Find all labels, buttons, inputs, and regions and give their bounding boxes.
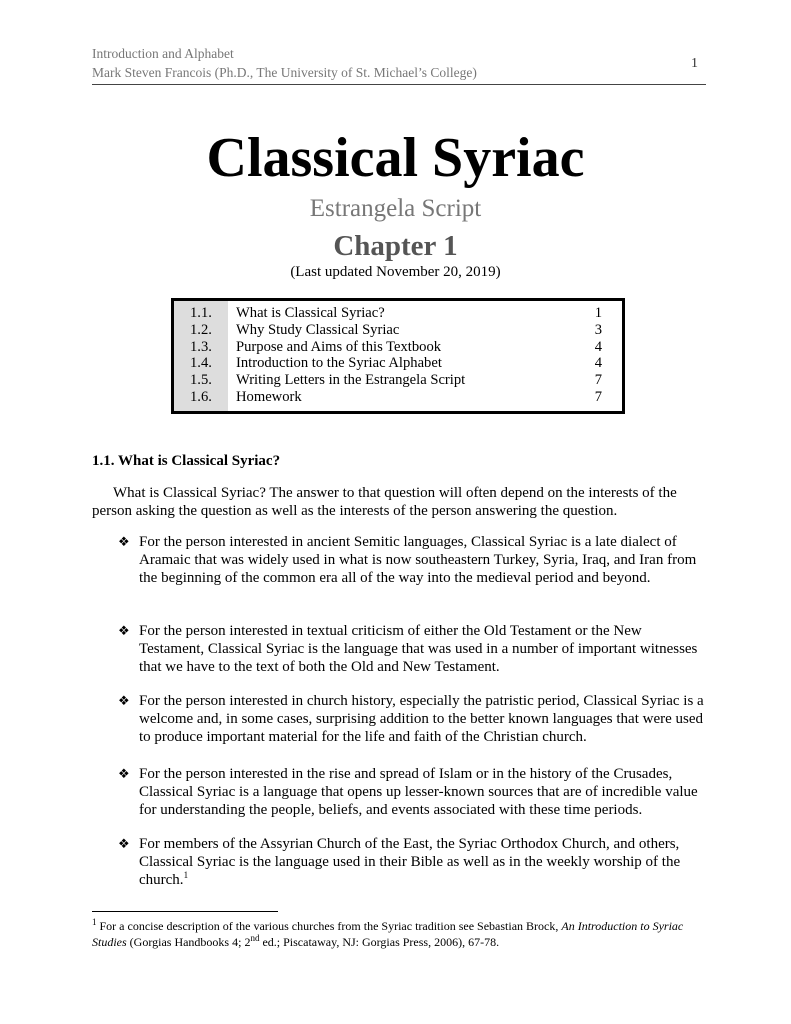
toc-page: 1 [594,305,602,321]
toc-number: 1.4. [190,355,212,372]
diamond-bullet-icon: ❖ [118,766,130,781]
list-item [118,765,706,819]
toc-title: Why Study Classical Syriac [236,321,400,338]
toc-page: 4 [594,355,602,372]
running-header [92,44,706,85]
toc-number: 1.3. [190,338,212,355]
toc-page: 7 [594,372,602,389]
diamond-bullet-icon: ❖ [118,534,130,549]
page-number: 1 [691,56,698,71]
footnote-book-title: An Introduction to Syriac Studies [92,919,684,949]
list-item-text: For the person interested in textual criticism of either the Old Testament or the New Testament, Classical Syriac is the language that was used in a number of important witnesses that we have to the text of both the Old and New Testament. [139,623,698,675]
list-item [118,692,706,746]
document-subtitle: Estrangela Script [309,195,482,222]
toc-number: 1.6. [190,388,212,405]
footnote-text: For a concise description of the various churches from the Syriac tradition see Sebastian Brock, [99,919,562,933]
list-item-text: For the person interested in the rise and spread of Islam or in the history of the Crusades, Classical Syriac is a language that opens up lesser-known sources that are of incredible value for understanding the people, beliefs, and events associated with these time periods. [139,766,698,818]
footnote-ordinal: nd [250,933,260,943]
diamond-bullet-icon: ❖ [118,623,130,638]
toc-rows [174,305,622,406]
list-item-text-body: For members of the Assyrian Church of the East, the Syriac Orthodox Church, and others, Classical Syriac is the language used in their Bible as well as in the weekly worship of the church. [139,836,681,888]
toc-row [174,355,622,372]
toc-number: 1.5. [190,372,212,389]
header-author-line: Mark Steven Francois (Ph.D., The University of St. Michael’s College) [92,65,477,80]
section-heading: 1.1. What is Classical Syriac? [92,453,281,469]
list-item-text [139,835,706,889]
toc-title: Introduction to the Syriac Alphabet [236,355,442,372]
toc-row [174,339,622,356]
table-of-contents [171,298,625,414]
list-item [118,533,706,587]
footnote-reference[interactable]: 1 [183,870,189,880]
list-item-text: For the person interested in church history, especially the patristic period, Classical Syriac is a welcome and, in some cases, surprising addition to the better known languages that were used to produce important material for the life and faith of the Christian church. [139,693,704,745]
toc-row [174,372,622,389]
list-item [118,622,706,676]
footnote-divider [92,911,278,912]
toc-row [174,389,622,406]
diamond-bullet-icon: ❖ [118,836,130,851]
toc-page: 7 [594,388,602,405]
toc-number: 1.1. [190,305,212,321]
toc-row [174,305,622,322]
toc-row [174,322,622,339]
footnote-mark: 1 [92,917,97,927]
toc-title: Writing Letters in the Estrangela Script [236,372,466,389]
chapter-heading: Chapter 1 [333,230,458,262]
footnote-text: ed.; Piscataway, NJ: Gorgias Press, 2006), 67-78. [259,935,500,949]
footnote [92,918,706,950]
list-item [118,835,706,889]
intro-paragraph: What is Classical Syriac? The answer to that question will often depend on the interests of the person asking the question as well as the interests of the person answering the question. [92,485,677,519]
toc-page: 4 [594,338,602,355]
toc-page: 3 [594,321,602,338]
diamond-bullet-icon: ❖ [118,693,130,708]
footnote-text: (Gorgias Handbooks 4; 2 [126,935,251,949]
list-item-text: For the person interested in ancient Semitic languages, Classical Syriac is a late dialect of Aramaic that was widely used in what is now southeastern Turkey, Syria, Iraq, and Iran from the beginning of the common era all of the way into the medieval period and beyond. [139,534,697,586]
header-chapter-label: Introduction and Alphabet [92,46,234,61]
document-title: Classical Syriac [206,127,585,189]
toc-number: 1.2. [190,321,212,338]
last-updated-note: (Last updated November 20, 2019) [290,264,501,280]
toc-title: Purpose and Aims of this Textbook [236,338,442,355]
toc-title: Homework [236,388,302,405]
toc-title: What is Classical Syriac? [236,305,385,321]
